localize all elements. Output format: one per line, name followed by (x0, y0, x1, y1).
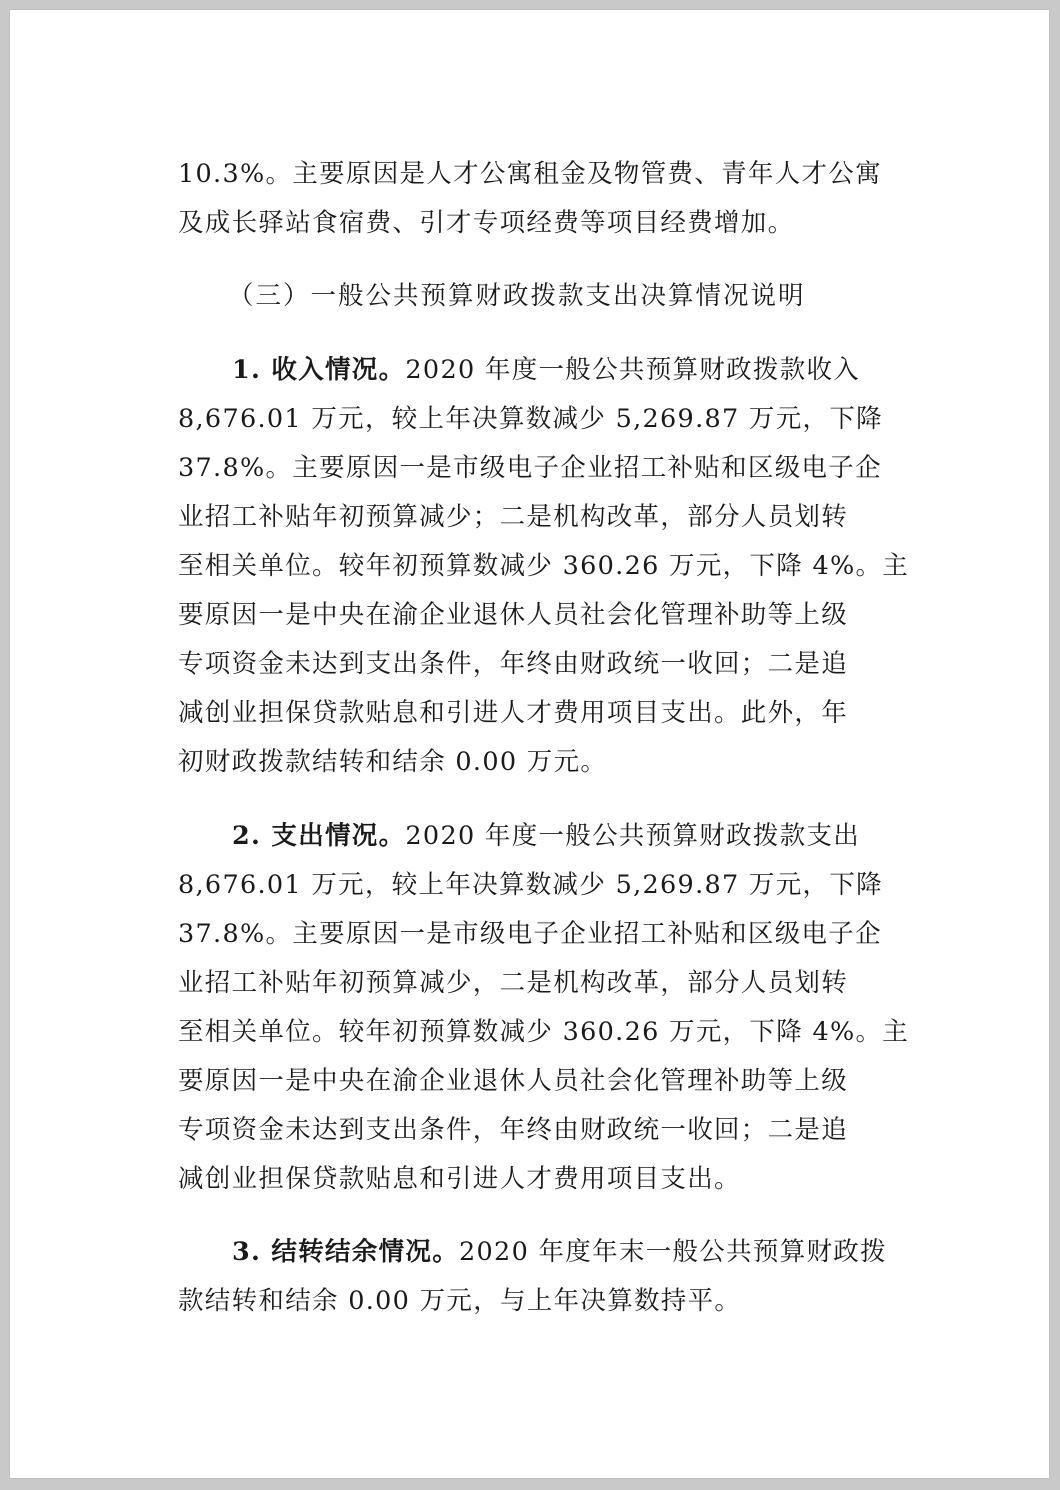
text-line: 要原因一是中央在渝企业退休人员社会化管理补助等上级 (178, 600, 849, 630)
document-page (10, 10, 1049, 1478)
paragraph-expenditure (178, 812, 910, 1204)
text-run: 2020 年度一般公共预算财政拨款收入 (405, 355, 861, 385)
text-line: 款结转和结余 0.00 万元，与上年决算数持平。 (178, 1286, 742, 1316)
paragraph-income (178, 346, 910, 787)
text-run: 2020 年度一般公共预算财政拨款支出 (405, 821, 861, 851)
text-line: 8,676.01 万元，较上年决算数减少 5,269.87 万元，下降 (178, 870, 883, 900)
paragraph-carryover (178, 1228, 898, 1326)
text-line: 至相关单位。较年初预算数减少 360.26 万元，下降 4%。主 (178, 1017, 910, 1047)
text-line: 业招工补贴年初预算减少；二是机构改革，部分人员划转 (178, 502, 849, 532)
text-line (178, 346, 898, 395)
text-line: 及成长驿站食宿费、引才专项经费等项目经费增加。 (178, 208, 795, 238)
text-line: 至相关单位。较年初预算数减少 360.26 万元，下降 4%。主 (178, 551, 910, 581)
text-line: 减创业担保贷款贴息和引进人才费用项目支出。 (178, 1164, 741, 1194)
paragraph-title: 1. 收入情况。 (232, 355, 406, 385)
text-line (178, 812, 898, 861)
paragraph-continuation (178, 150, 898, 248)
text-line: 要原因一是中央在渝企业退休人员社会化管理补助等上级 (178, 1066, 849, 1096)
text-line: 业招工补贴年初预算减少，二是机构改革，部分人员划转 (178, 968, 849, 998)
text-line (178, 1228, 898, 1277)
text-line: 8,676.01 万元，较上年决算数减少 5,269.87 万元，下降 (178, 404, 883, 434)
text-run: 2020 年度年末一般公共预算财政拨 (459, 1237, 887, 1267)
paragraph-title: 2. 支出情况。 (232, 821, 406, 851)
text-line: 初财政拨款结转和结余 0.00 万元。 (178, 747, 608, 777)
text-line: 10.3%。主要原因是人才公寓租金及物管费、青年人才公寓 (178, 159, 882, 189)
text-line: 37.8%。主要原因一是市级电子企业招工补贴和区级电子企 (178, 453, 882, 483)
text-line: 专项资金未达到支出条件，年终由财政统一收回；二是追 (178, 649, 849, 679)
section-heading-text: （三）一般公共预算财政拨款支出决算情况说明 (228, 281, 806, 311)
text-line: 专项资金未达到支出条件，年终由财政统一收回；二是追 (178, 1115, 849, 1145)
text-line: 减创业担保贷款贴息和引进人才费用项目支出。此外，年 (178, 698, 849, 728)
paragraph-title: 3. 结转结余情况。 (232, 1237, 459, 1267)
text-line: 37.8%。主要原因一是市级电子企业招工补贴和区级电子企 (178, 919, 882, 949)
section-heading (228, 272, 948, 321)
